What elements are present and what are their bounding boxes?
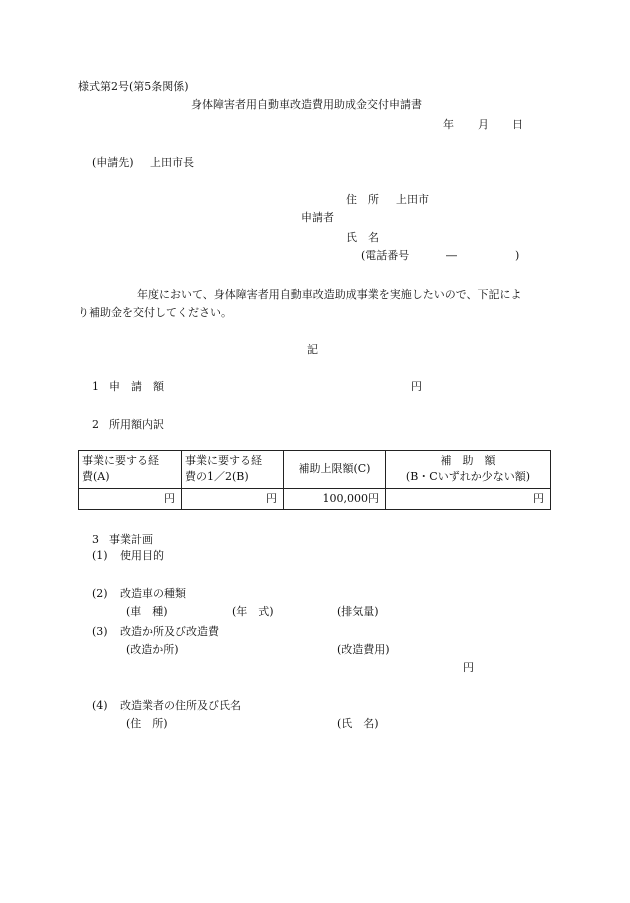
- value-cost-b: 円: [182, 488, 284, 509]
- header-cost-b-line2: 費の1／2(B): [185, 470, 249, 484]
- contractor-number: (4): [92, 699, 108, 712]
- applicant-address-label: 住 所: [346, 193, 379, 206]
- item1-unit: 円: [411, 380, 422, 393]
- item1-number: 1: [92, 380, 99, 393]
- phone-dash: ―: [446, 249, 457, 262]
- phone-close: ): [515, 249, 520, 262]
- phone-open-label: (電話番号: [361, 249, 410, 262]
- value-cost-a: 円: [79, 488, 182, 509]
- ki-heading: 記: [307, 343, 318, 356]
- form-number: 様式第2号(第5条関係): [78, 80, 189, 93]
- value-limit-c: 100,000円: [283, 488, 385, 509]
- contractor-name-label: (氏 名): [337, 717, 379, 730]
- applicant-label: 申請者: [301, 211, 334, 224]
- date-month-label: 月: [478, 118, 489, 131]
- item1-label: 申 請 額: [109, 380, 164, 393]
- fee-breakdown-table: [78, 450, 551, 510]
- vehicle-label: 改造車の種類: [120, 587, 186, 600]
- vehicle-number: (2): [92, 587, 108, 600]
- modification-label: 改造か所及び改造費: [120, 625, 219, 638]
- header-subsidy-d: [385, 451, 550, 489]
- header-cost-a-line1: 事業に要する経: [82, 454, 159, 468]
- item3-label: 事業計画: [109, 533, 153, 546]
- date-day-label: 日: [512, 118, 523, 131]
- contractor-address-label: (住 所): [126, 717, 168, 730]
- header-subsidy-d-line2: (B・Cいずれか少ない額): [405, 470, 531, 484]
- item2-label: 所用額内訳: [109, 418, 164, 431]
- addressee-label: (申請先): [92, 156, 134, 169]
- document-title: 身体障害者用自動車改造費用助成金交付申請書: [191, 98, 422, 111]
- modification-cost-label: (改造費用): [337, 643, 390, 656]
- modification-place-label: (改造か所): [126, 643, 179, 656]
- value-subsidy-d: 円: [385, 488, 550, 509]
- purpose-number: (1): [92, 549, 108, 562]
- vehicle-model-year-label: (年 式): [232, 605, 274, 618]
- header-cost-b-line1: 事業に要する経: [185, 454, 263, 468]
- header-cost-b: [182, 451, 284, 489]
- item3-number: 3: [92, 533, 99, 546]
- header-cost-a-line2: 費(A): [82, 470, 110, 484]
- table-header-row: [79, 451, 551, 489]
- header-limit-c: 補助上限額(C): [283, 451, 385, 489]
- date-year-label: 年: [443, 118, 454, 131]
- modification-cost-unit: 円: [463, 661, 474, 674]
- header-subsidy-d-line1: 補 助 額: [440, 454, 496, 468]
- table-value-row: [79, 488, 551, 509]
- applicant-address-value: 上田市: [396, 193, 429, 206]
- item2-number: 2: [92, 418, 99, 431]
- vehicle-displacement-label: (排気量): [337, 605, 379, 618]
- body-text-line2: り補助金を交付してください。: [78, 306, 232, 319]
- header-cost-a: [79, 451, 182, 489]
- body-text-line1: 年度において、身体障害者用自動車改造助成事業を実施したいので、下記によ: [137, 288, 522, 301]
- addressee-name: 上田市長: [150, 156, 194, 169]
- applicant-name-label: 氏 名: [346, 231, 379, 244]
- modification-number: (3): [92, 625, 108, 638]
- contractor-label: 改造業者の住所及び氏名: [120, 699, 241, 712]
- purpose-label: 使用目的: [120, 549, 164, 562]
- vehicle-type-label: (車 種): [126, 605, 168, 618]
